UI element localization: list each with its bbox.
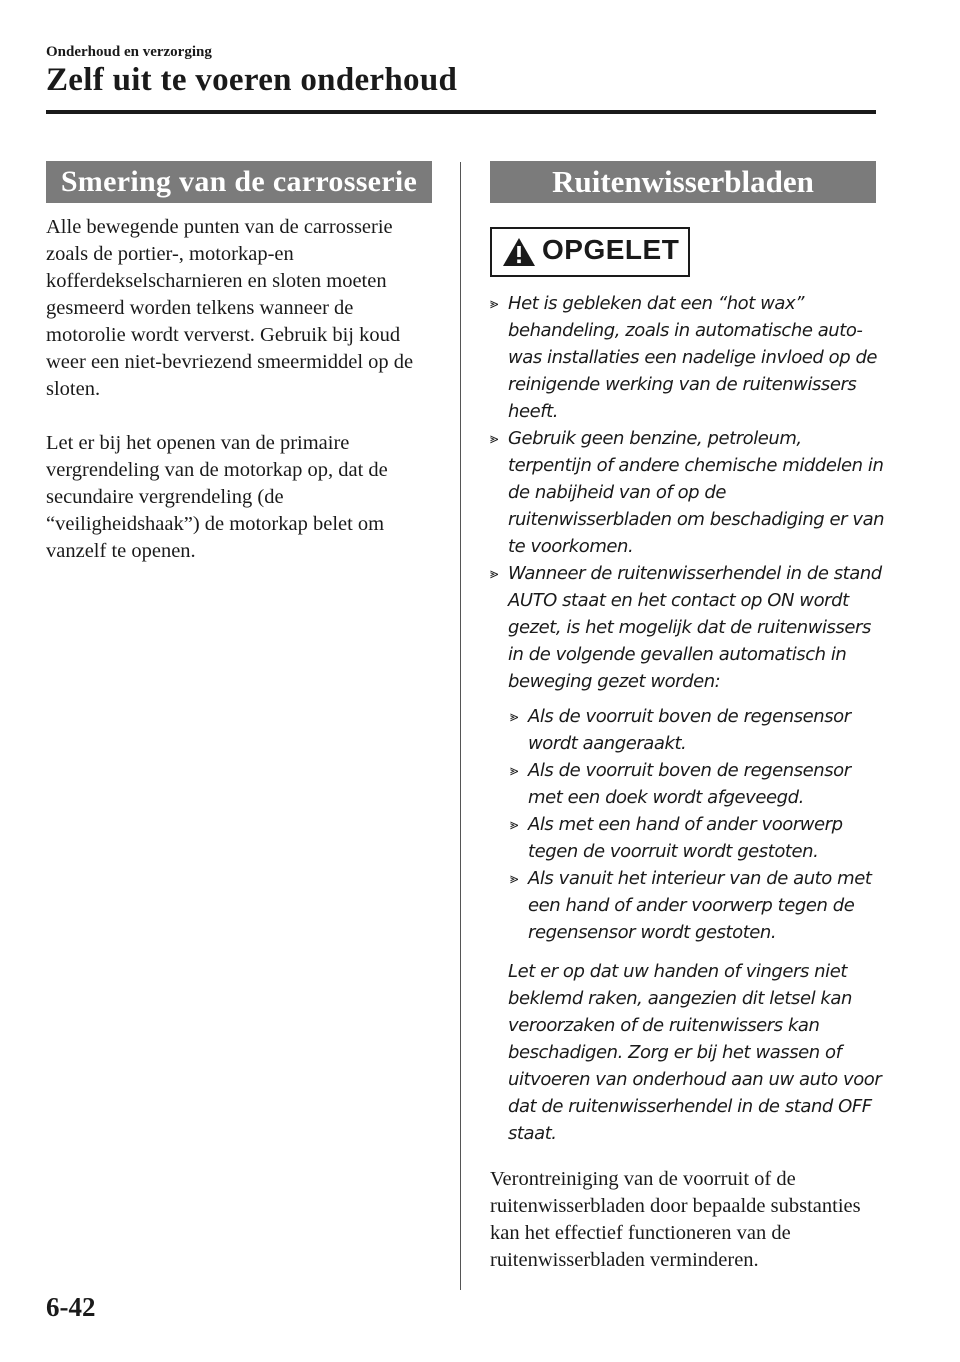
sub-bullet-text: Als vanuit het interieur van de auto met een hand of ander voorwerp tegen de regensensor wordt gestoten. [528,868,872,943]
bullet-text: Gebruik geen benzine, petroleum, terpentijn of andere chemische middelen in de nabijheid van of op de ruitenwisserbladen om beschadiging er van te voorkomen. [508,428,885,557]
page-number: 6-42 [46,1292,96,1322]
bullet-arrow-icon: ⪢ [490,429,499,447]
bullet-arrow-icon: ⪢ [510,815,519,833]
bullet-text: Het is gebleken dat een “hot wax” behandeling, zoals in automatische auto-was installaties een nadelige invloed op de reinigende werking van de ruitenwissers heeft. [508,293,878,422]
column-divider [460,162,461,1290]
caution-box [490,227,690,277]
section-title-lubrication: Smering van de carrosserie [46,161,432,203]
page-title: Zelf uit te voeren onderhoud [46,62,458,98]
caution-label: OPGELET [542,234,680,265]
sub-bullet [510,811,890,865]
warning-triangle-icon [502,237,536,267]
paragraph-hood-latch: Let er bij het openen van de primaire vergrendeling van de motorkap op, dat de secundaire vergrendeling (de “veiligheidshaak”) de motorkap belet om vanzelf te openen. [46,432,388,562]
sub-bullet-text: Als de voorruit boven de regensensor wordt aangeraakt. [528,706,851,754]
caution-bullet [490,425,890,560]
bullet-arrow-icon: ⪢ [490,564,499,582]
sub-bullet [510,757,890,811]
sub-bullet [510,703,890,757]
running-head: Onderhoud en verzorging [46,44,212,60]
bullet-text: Wanneer de ruitenwisserhendel in de stand AUTO staat en het contact op ON wordt gezet, is het mogelijk dat de ruitenwissers in de volgende gevallen automatisch in beweging gezet worden: [508,563,882,692]
paragraph-wiper-contamination: Verontreiniging van de voorruit of de ruitenwisserbladen door bepaalde substanties kan het effectief functioneren van de ruitenwisserbladen verminderen. [490,1168,861,1271]
caution-list [490,290,890,1147]
sub-bullet-text: Als de voorruit boven de regensensor met een doek wordt afgeveegd. [528,760,851,808]
bullet-arrow-icon: ⪢ [510,761,519,779]
paragraph-lubrication: Alle bewegende punten van de carrosserie zoals de portier-, motorkap-en kofferdekselscharnieren en sloten moeten gesmeerd worden telkens wanneer de motorolie wordt ververst. Gebruik bij koud weer een niet-bevriezend smeermiddel op de sloten. [46,216,414,400]
bullet-arrow-icon: ⪢ [510,707,519,725]
title-rule [46,110,876,114]
caution-bullet [490,560,890,695]
bullet-arrow-icon: ⪢ [510,869,519,887]
caution-bullet [490,290,890,425]
sub-bullet-list [490,703,890,946]
section-title-wiper-blades: Ruitenwisserbladen [490,161,876,203]
sub-bullet [510,865,890,946]
sub-bullet-text: Als met een hand of ander voorwerp tegen de voorruit wordt gestoten. [528,814,843,862]
caution-note: Let er op dat uw handen of vingers niet beklemd raken, aangezien dit letsel kan veroorzaken of de ruitenwissers kan beschadigen. Zorg er bij het wassen of uitvoeren van onderhoud aan uw auto voor dat de ruitenwisserhendel in de stand OFF staat. [508,961,882,1144]
bullet-arrow-icon: ⪢ [490,294,499,312]
